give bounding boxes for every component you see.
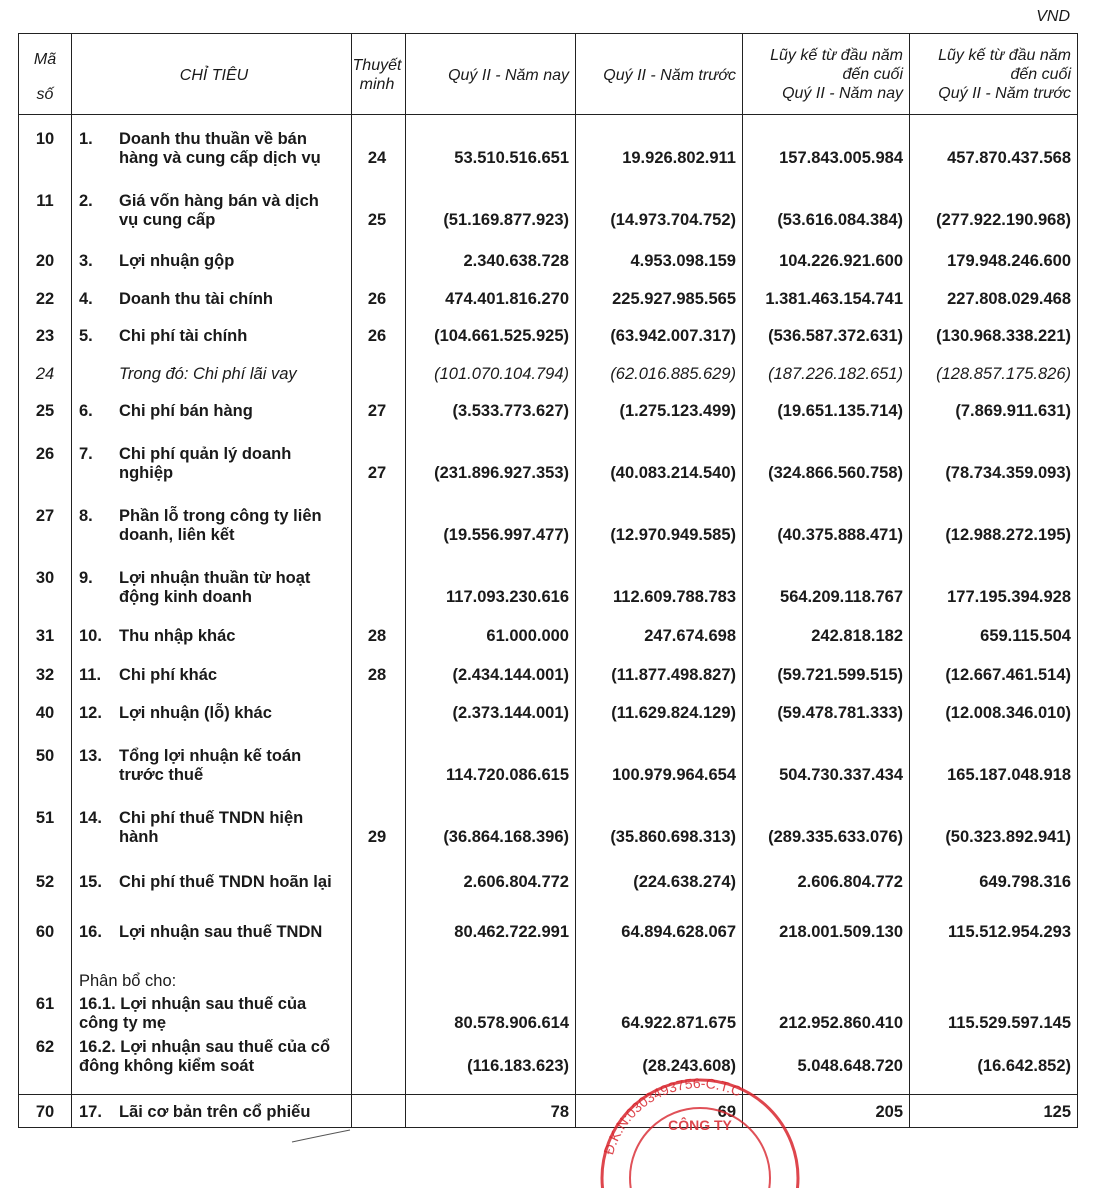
value-ytd-current: 205 [875,1103,903,1121]
value-ytd-prior: (128.857.175.826) [936,365,1071,383]
row-note: 27 [367,464,387,482]
value-quarter-prior: 64.922.871.675 [621,1014,736,1032]
row-label-line: công ty mẹ [79,1014,167,1032]
row-label [119,252,349,271]
value-ytd-current: 504.730.337.434 [779,766,903,784]
row-label [119,327,349,346]
value-quarter-current: (101.070.104.794) [434,365,569,383]
row-label-line: vụ cung cấp [119,211,216,229]
value-ytd-prior: (78.734.359.093) [945,464,1071,482]
row-note: 26 [367,327,387,345]
row-label-line: Chi phí tài chính [119,327,248,345]
value-quarter-prior: (35.860.698.313) [610,828,736,846]
row-code: 32 [35,666,55,684]
row-code: 25 [35,402,55,420]
row-label [119,290,349,309]
value-ytd-current: 5.048.648.720 [797,1057,903,1075]
company-seal [590,1068,810,1188]
value-ytd-current: (40.375.888.471) [777,526,903,544]
row-code: 51 [35,809,55,827]
row-label-line: Doanh thu thuần về bán [119,130,307,148]
row-label [119,445,349,483]
value-ytd-current: 1.381.463.154.741 [765,290,903,308]
row-code: 27 [35,507,55,525]
value-ytd-current: (187.226.182.651) [768,365,903,383]
row-code: 62 [35,1038,55,1056]
row-code: 31 [35,627,55,645]
value-ytd-current: 104.226.921.600 [779,252,903,270]
row-label-line: Lãi cơ bản trên cổ phiếu [119,1103,311,1121]
value-quarter-prior: 64.894.628.067 [621,923,736,941]
row-label-line: đông không kiểm soát [79,1057,255,1075]
value-ytd-prior: 177.195.394.928 [947,588,1071,606]
value-ytd-prior: (7.869.911.631) [955,402,1071,420]
row-number: 12. [79,704,102,722]
row-label [119,873,349,892]
value-ytd-current: 2.606.804.772 [797,873,903,891]
row-number: 4. [79,290,93,308]
row-label [119,402,349,421]
row-number: 10. [79,627,102,645]
value-ytd-current: (289.335.633.076) [768,828,903,846]
row-code: 60 [35,923,55,941]
value-ytd-prior: (12.008.346.010) [945,704,1071,722]
footer-divider [19,1094,1077,1095]
col-divider [351,34,352,1127]
value-quarter-current: (2.434.144.001) [452,666,569,684]
value-ytd-prior: 115.529.597.145 [948,1014,1071,1032]
value-quarter-prior: 100.979.964.654 [612,766,736,784]
value-ytd-current: (59.478.781.333) [777,704,903,722]
value-quarter-current: (104.661.525.925) [434,327,569,345]
value-quarter-current: 61.000.000 [486,627,569,645]
row-label [119,747,349,785]
value-ytd-prior: 179.948.246.600 [947,252,1071,270]
row-label [119,704,349,723]
value-ytd-current: 242.818.182 [811,627,903,645]
value-quarter-current: (19.556.997.477) [443,526,569,544]
row-note: 24 [367,149,387,167]
value-ytd-prior: (130.968.338.221) [936,327,1071,345]
row-label [79,995,359,1033]
row-label-line: doanh, liên kết [119,526,235,544]
row-label [119,627,349,646]
row-label [79,1038,359,1076]
row-note: 27 [367,402,387,420]
row-label-line: 16.2. Lợi nhuận sau thuế của cổ [79,1038,331,1056]
value-quarter-current: 474.401.816.270 [445,290,569,308]
header-ytd-current: Lũy kế từ đầu năm đến cuối Quý II - Năm nay [770,47,903,102]
row-label-line: Lợi nhuận thuần từ hoạt [119,569,311,587]
row-number: 7. [79,445,93,463]
value-quarter-current: 117.093.230.616 [446,588,569,606]
value-ytd-prior: (12.988.272.195) [945,526,1071,544]
value-quarter-current: 114.720.086.615 [446,766,569,784]
value-ytd-prior: 649.798.316 [979,873,1071,891]
value-ytd-prior: (277.922.190.968) [936,211,1071,229]
value-ytd-prior: 165.187.048.918 [947,766,1071,784]
value-quarter-current: 78 [550,1103,569,1121]
row-code: 50 [35,747,55,765]
row-note: 28 [367,627,387,645]
value-ytd-current: 218.001.509.130 [779,923,903,941]
value-ytd-current: (19.651.135.714) [777,402,903,420]
value-quarter-current: (3.533.773.627) [452,402,569,420]
value-quarter-prior: (12.970.949.585) [610,526,736,544]
value-ytd-current: (53.616.084.384) [777,211,903,229]
row-note: 29 [367,828,387,846]
row-label [119,507,349,545]
row-label-line: Chi phí quản lý doanh [119,445,292,463]
value-quarter-prior: (224.638.274) [633,873,736,891]
row-code: 23 [35,327,55,345]
row-label-line: hàng và cung cấp dịch vụ [119,149,321,167]
value-quarter-current: (116.183.623) [467,1057,569,1075]
row-code: 26 [35,445,55,463]
row-label-line: hành [119,828,159,846]
row-code: 22 [35,290,55,308]
row-code: 11 [36,192,54,210]
value-ytd-current: 564.209.118.767 [780,588,903,606]
header-quarter-prior: Quý II - Năm trước [603,67,736,84]
row-note: 25 [367,211,387,229]
row-label [119,923,349,942]
value-ytd-prior: 227.808.029.468 [947,290,1071,308]
row-label-line: động kinh doanh [119,588,252,606]
row-label-line: Doanh thu tài chính [119,290,273,308]
row-label-line: Chi phí khác [119,666,218,684]
value-ytd-prior: 115.512.954.293 [948,923,1071,941]
value-quarter-prior: (1.275.123.499) [619,402,736,420]
signature-stroke [290,1128,370,1144]
row-code: 40 [35,704,55,722]
value-ytd-current: 157.843.005.984 [779,149,903,167]
value-quarter-prior: (40.083.214.540) [610,464,736,482]
row-label [119,569,349,607]
row-number: 13. [79,747,102,765]
row-number: 1. [79,130,93,148]
row-number: 6. [79,402,93,420]
row-label [119,192,349,230]
value-quarter-prior: (63.942.007.317) [610,327,736,345]
value-ytd-current: (324.866.560.758) [768,464,903,482]
col-divider [575,34,576,1127]
value-quarter-prior: 247.674.698 [644,627,736,645]
row-number: 11. [79,666,102,684]
row-label-line: Lợi nhuận sau thuế TNDN [119,923,323,941]
svg-text:CÔNG TY: CÔNG TY [668,1117,732,1133]
row-number: 8. [79,507,93,525]
value-quarter-prior: (11.629.824.129) [611,704,736,722]
row-code: 52 [35,873,55,891]
row-code: 61 [35,995,55,1013]
value-ytd-prior: 125 [1043,1103,1071,1121]
value-quarter-prior: (11.877.498.827) [611,666,736,684]
row-label [119,130,349,168]
col-divider [71,34,72,1127]
header-divider [19,114,1077,115]
value-quarter-current: (36.864.168.396) [443,828,569,846]
value-quarter-prior: (28.243.608) [642,1057,736,1075]
row-number: 2. [79,192,93,210]
value-quarter-current: 80.578.906.614 [454,1014,569,1032]
row-label-line: Lợi nhuận gộp [119,252,235,270]
value-quarter-current: 80.462.722.991 [454,923,569,941]
value-ytd-prior: 457.870.437.568 [947,149,1071,167]
header-code: Mã số [33,51,57,103]
col-divider [405,34,406,1127]
col-divider [742,34,743,1127]
value-quarter-current: 2.340.638.728 [463,252,569,270]
value-quarter-current: 53.510.516.651 [454,149,569,167]
value-quarter-prior: 19.926.802.911 [622,149,736,167]
header-ytd-prior: Lũy kế từ đầu năm đến cuối Quý II - Năm trước [938,47,1071,102]
header-indicator: CHỈ TIÊU [179,67,249,84]
row-label-line: trước thuế [119,766,204,784]
row-label-line: 16.1. Lợi nhuận sau thuế của [79,995,307,1013]
row-label [79,972,359,991]
row-code: 20 [35,252,55,270]
row-label-line: Chi phí thuế TNDN hiện [119,809,304,827]
value-ytd-prior: (16.642.852) [977,1057,1071,1075]
row-label-line: Tổng lợi nhuận kế toán [119,747,302,765]
row-code: 10 [35,130,55,148]
value-quarter-prior: (14.973.704.752) [610,211,736,229]
value-quarter-prior: 112.609.788.783 [613,588,736,606]
value-quarter-current: 2.606.804.772 [463,873,569,891]
row-label-line: Chi phí bán hàng [119,402,253,420]
row-code: 70 [35,1103,55,1121]
col-divider [909,34,910,1127]
value-ytd-prior: (50.323.892.941) [945,828,1071,846]
row-number: 16. [79,923,102,941]
row-label [119,666,349,685]
row-label-line: Chi phí thuế TNDN hoãn lại [119,873,332,891]
value-ytd-prior: 659.115.504 [980,627,1071,645]
row-number: 5. [79,327,93,345]
row-label-line: Lợi nhuận (lỗ) khác [119,704,272,722]
currency-unit: VND [1036,8,1070,25]
row-label [119,1103,349,1122]
row-label [119,365,349,384]
row-number: 17. [79,1103,102,1121]
row-number: 14. [79,809,102,827]
value-quarter-prior: 225.927.985.565 [612,290,736,308]
value-quarter-prior: (62.016.885.629) [610,365,736,383]
row-label-line: Trong đó: Chi phí lãi vay [119,365,297,383]
value-quarter-current: (51.169.877.923) [443,211,569,229]
header-quarter-current: Quý II - Năm nay [448,67,569,84]
row-label-line: Thu nhập khác [119,627,236,645]
value-quarter-prior: 4.953.098.159 [630,252,736,270]
row-number: 15. [79,873,102,891]
svg-text:Đ.K.N:0303493756-C.T.C: Đ.K.N:0303493756-C.T.C [600,1074,745,1157]
value-quarter-current: (2.373.144.001) [452,704,569,722]
header-note: Thuyết minh [352,57,402,93]
row-label-line: nghiệp [119,464,174,482]
row-number: 3. [79,252,93,270]
row-code: 30 [35,569,55,587]
row-label-line: Phần lỗ trong công ty liên [119,507,322,525]
value-ytd-current: (59.721.599.515) [777,666,903,684]
row-note: 26 [367,290,387,308]
value-ytd-current: 212.952.860.410 [779,1014,903,1032]
row-label-line: Giá vốn hàng bán và dịch [119,192,319,210]
income-statement-table [18,33,1078,1128]
value-ytd-current: (536.587.372.631) [768,327,903,345]
row-code: 24 [35,365,55,383]
row-label [119,809,349,847]
row-note: 28 [367,666,387,684]
value-ytd-prior: (12.667.461.514) [945,666,1071,684]
row-label-line: Phân bổ cho: [79,972,177,990]
value-quarter-prior: 69 [717,1103,736,1121]
row-number: 9. [79,569,93,587]
value-quarter-current: (231.896.927.353) [434,464,569,482]
